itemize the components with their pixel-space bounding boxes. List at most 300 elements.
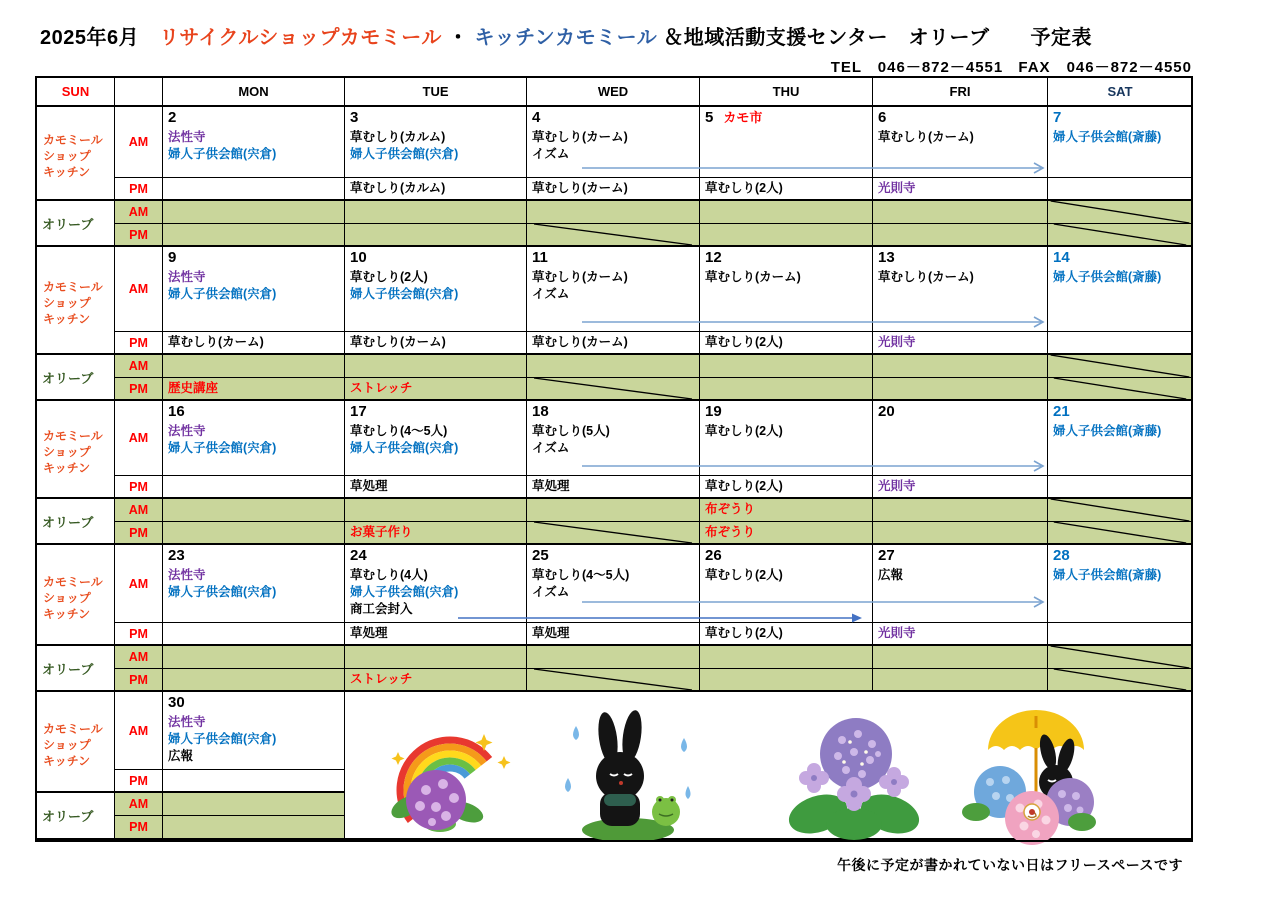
olive-am-cell xyxy=(873,355,1048,378)
date-number: 30 xyxy=(168,694,185,711)
event-text: 婦人子供会館(斎藤) xyxy=(1053,424,1162,438)
event-text: 光則寺 xyxy=(878,181,916,195)
event-text: 草むしり(カルム) xyxy=(350,130,446,144)
date-number: 13 xyxy=(878,249,895,266)
event-text: イズム xyxy=(532,441,570,455)
calendar-am-cell xyxy=(163,692,345,770)
olive-pm-cell xyxy=(700,224,873,247)
kamomiru-label-line: カモミール xyxy=(43,133,103,147)
olive-pm-label xyxy=(115,522,163,545)
olive-pm-cell xyxy=(345,224,527,247)
date-label xyxy=(345,545,526,564)
weekday-header-label: THU xyxy=(772,84,800,99)
kamomiru-label-line: キッチン xyxy=(43,165,91,179)
olive-am-cell xyxy=(345,646,527,669)
kamomiru-label-line: キッチン xyxy=(43,461,91,475)
date-label xyxy=(163,401,344,420)
olive-am-cell xyxy=(345,201,527,224)
pm-text: PM xyxy=(129,626,148,641)
date-number: 21 xyxy=(1053,403,1070,420)
event-text: 草むしり(4～5人) xyxy=(350,424,448,438)
am-events xyxy=(1048,269,1192,286)
olive-pm-cell xyxy=(345,378,527,401)
calendar-am-cell xyxy=(527,107,700,178)
calendar-am-cell xyxy=(345,107,527,178)
calendar-am-cell xyxy=(345,545,527,623)
event-text: イズム xyxy=(532,585,570,599)
olive-pm-cell xyxy=(163,669,345,692)
olive-pm-cell xyxy=(163,224,345,247)
calendar-pm-cell xyxy=(873,476,1048,499)
weekday-header-thu xyxy=(700,78,873,107)
strike-line xyxy=(1048,499,1192,521)
date-number: 27 xyxy=(878,547,895,564)
am-events xyxy=(700,567,872,584)
hydrangea-flowers-illustration xyxy=(778,706,933,846)
kamomiru-label-line: ショップ xyxy=(43,149,91,163)
strike-line xyxy=(1048,224,1192,245)
olive-am-cell xyxy=(345,355,527,378)
olive-pm-label xyxy=(115,816,163,840)
calendar-pm-cell xyxy=(345,623,527,646)
calendar-pm-cell xyxy=(345,332,527,355)
date-number: 18 xyxy=(532,403,549,420)
kamomiru-am-label xyxy=(115,401,163,476)
contact-info xyxy=(821,56,1192,77)
date-label xyxy=(345,401,526,420)
date-label xyxy=(700,247,872,266)
date-label xyxy=(345,107,526,126)
event-text: 光則寺 xyxy=(878,335,916,349)
calendar-am-cell xyxy=(527,247,700,332)
kamomiru-label-line: キッチン xyxy=(43,312,91,326)
event-text: 草むしり(カーム) xyxy=(532,335,628,349)
event-text: 婦人子供会館(斎藤) xyxy=(1053,130,1162,144)
event-text: 草むしり(2人) xyxy=(705,479,783,493)
olive-am-label xyxy=(115,793,163,816)
event-text: イズム xyxy=(532,287,570,301)
calendar-am-cell xyxy=(163,401,345,476)
event-text: 草むしり(2人) xyxy=(705,568,783,582)
event-text: 草むしり(2人) xyxy=(705,626,783,640)
olive-label-text: オリーブ xyxy=(42,370,94,386)
calendar-pm-cell xyxy=(527,178,700,201)
calendar-pm-cell xyxy=(1048,623,1193,646)
kamomiru-label-line: ショップ xyxy=(43,445,91,459)
date-label xyxy=(527,247,699,266)
olive-pm-cell xyxy=(700,378,873,401)
rabbit-frog-illustration xyxy=(556,708,706,844)
olive-pm-cell xyxy=(700,669,873,692)
calendar-am-cell xyxy=(1048,247,1193,332)
olive-pm-cell xyxy=(345,669,527,692)
event-text: 法性寺 xyxy=(168,715,206,729)
strike-line xyxy=(1048,355,1192,377)
calendar-pm-cell xyxy=(527,332,700,355)
calendar-pm-cell xyxy=(163,770,345,793)
date-number: 7 xyxy=(1053,109,1062,126)
calendar-am-cell xyxy=(1048,107,1193,178)
am-events xyxy=(527,269,699,303)
olive-am-label xyxy=(115,646,163,669)
event-text: ストレッチ xyxy=(350,381,413,395)
event-text: 婦人子供会館(宍倉) xyxy=(350,441,459,455)
date-number: 12 xyxy=(705,249,722,266)
event-text: 草むしり(カーム) xyxy=(532,181,628,195)
kamomiru-row-label xyxy=(37,247,115,355)
title-dot: ・ xyxy=(447,27,469,49)
date-number: 19 xyxy=(705,403,722,420)
event-text: 婦人子供会館(宍倉) xyxy=(350,287,459,301)
strike-line xyxy=(527,224,699,245)
kamomiru-am-label xyxy=(115,692,163,770)
olive-pm-cell xyxy=(163,378,345,401)
date-number: 28 xyxy=(1053,547,1070,564)
calendar-pm-cell xyxy=(700,476,873,499)
olive-am-cell xyxy=(700,355,873,378)
olive-pm-cell xyxy=(1048,669,1193,692)
date-number: 6 xyxy=(878,109,887,126)
event-text: 婦人子供会館(宍倉) xyxy=(350,147,459,161)
calendar-pm-cell xyxy=(163,178,345,201)
olive-am-cell xyxy=(163,646,345,669)
am-events xyxy=(1048,423,1192,440)
olive-pm-cell xyxy=(527,522,700,545)
weekday-header-label: FRI xyxy=(949,84,971,99)
calendar-pm-cell xyxy=(873,332,1048,355)
date-number: 17 xyxy=(350,403,367,420)
pm-text: PM xyxy=(129,820,148,834)
date-note: カモ市 xyxy=(723,110,763,125)
olive-pm-label xyxy=(115,224,163,247)
calendar-pm-cell xyxy=(527,476,700,499)
event-text: 草処理 xyxy=(350,626,388,640)
am-events xyxy=(700,423,872,440)
date-label xyxy=(1048,247,1192,266)
date-label xyxy=(527,107,699,126)
event-text: 草むしり(2人) xyxy=(350,270,428,284)
olive-pm-cell xyxy=(163,816,345,840)
kamomiru-label-line: カモミール xyxy=(43,429,103,443)
am-events xyxy=(345,129,526,163)
kamomiru-label-line: ショップ xyxy=(43,590,91,605)
olive-am-cell xyxy=(700,201,873,224)
date-number: 5 xyxy=(705,109,714,126)
kamomiru-pm-label xyxy=(115,178,163,201)
date-label xyxy=(527,401,699,420)
event-text: 草むしり(カーム) xyxy=(878,270,974,284)
pm-text: PM xyxy=(129,672,148,687)
weekday-header-fri xyxy=(873,78,1048,107)
calendar-am-cell xyxy=(345,401,527,476)
event-text: 光則寺 xyxy=(878,626,916,640)
calendar-am-cell xyxy=(527,401,700,476)
calendar-am-cell xyxy=(700,401,873,476)
olive-am-cell xyxy=(700,646,873,669)
olive-row-label xyxy=(37,499,115,545)
am-events xyxy=(527,567,699,601)
olive-am-cell xyxy=(527,201,700,224)
olive-pm-cell xyxy=(873,669,1048,692)
date-number: 26 xyxy=(705,547,722,564)
am-events xyxy=(163,714,344,765)
event-text: 婦人子供会館(宍倉) xyxy=(168,287,277,301)
calendar-am-cell xyxy=(873,545,1048,623)
olive-pm-cell xyxy=(345,522,527,545)
event-text: 草むしり(2人) xyxy=(705,335,783,349)
calendar-pm-cell xyxy=(527,623,700,646)
olive-am-cell xyxy=(1048,646,1193,669)
kamomiru-am-label xyxy=(115,107,163,178)
am-text: AM xyxy=(128,723,149,738)
olive-am-label xyxy=(115,201,163,224)
kamomiru-label-line: キッチン xyxy=(43,753,91,768)
date-number: 11 xyxy=(532,249,548,266)
date-number: 9 xyxy=(168,249,177,266)
am-text: AM xyxy=(128,431,149,445)
event-text: 法性寺 xyxy=(168,130,206,144)
date-label xyxy=(700,401,872,420)
title-shop1: リサイクルショップカモミール xyxy=(159,27,442,49)
calendar-pm-cell xyxy=(163,623,345,646)
date-label xyxy=(163,247,344,266)
event-text: 広報 xyxy=(168,749,194,763)
olive-label-text: オリーブ xyxy=(42,809,94,824)
event-text: 草むしり(カーム) xyxy=(350,335,446,349)
calendar-pm-cell xyxy=(700,623,873,646)
am-events xyxy=(1048,129,1192,146)
olive-row-label xyxy=(37,646,115,692)
am-text: AM xyxy=(128,503,149,517)
am-events xyxy=(163,269,344,303)
am-events xyxy=(873,567,1047,584)
kamomiru-label-line: カモミール xyxy=(43,721,103,736)
olive-pm-cell xyxy=(700,522,873,545)
olive-row-label xyxy=(37,355,115,401)
event-text: 婦人子供会館(宍倉) xyxy=(350,585,459,599)
event-text: 歴史講座 xyxy=(168,381,219,395)
calendar-pm-cell xyxy=(163,476,345,499)
am-text: AM xyxy=(128,359,149,373)
olive-pm-cell xyxy=(1048,224,1193,247)
date-label xyxy=(873,401,1047,420)
calendar-am-cell xyxy=(1048,545,1193,623)
calendar-pm-cell xyxy=(345,476,527,499)
event-text: 草むしり(カーム) xyxy=(705,270,801,284)
olive-pm-cell xyxy=(527,224,700,247)
calendar-am-cell xyxy=(527,545,700,623)
umbrella-rabbit-snail-illustration xyxy=(948,704,1108,846)
event-text: 法性寺 xyxy=(168,424,206,438)
calendar-am-cell xyxy=(873,401,1048,476)
olive-am-cell xyxy=(163,201,345,224)
strike-line xyxy=(1048,522,1192,543)
date-label xyxy=(1048,545,1192,564)
date-label xyxy=(163,107,344,126)
event-text: 草むしり(4～5人) xyxy=(532,568,630,582)
event-text: 草むしり(5人) xyxy=(532,424,610,438)
am-events xyxy=(1048,567,1192,584)
date-label xyxy=(345,247,526,266)
weekday-header-label: SUN xyxy=(61,84,90,99)
date-number: 3 xyxy=(350,109,359,126)
am-text: AM xyxy=(128,650,149,664)
date-label xyxy=(527,545,699,564)
weekday-header-wed xyxy=(527,78,700,107)
rainbow-hydrangea-illustration xyxy=(388,712,518,836)
date-number: 25 xyxy=(532,547,549,564)
kamomiru-label-line: ショップ xyxy=(43,296,91,310)
olive-pm-cell xyxy=(873,378,1048,401)
calendar-am-cell xyxy=(873,247,1048,332)
olive-label-text: オリーブ xyxy=(42,216,94,232)
am-events xyxy=(163,129,344,163)
am-text: AM xyxy=(128,576,149,591)
calendar-am-cell xyxy=(345,247,527,332)
kamomiru-pm-label xyxy=(115,476,163,499)
date-number: 14 xyxy=(1053,249,1070,266)
event-text: 草むしり(カルム) xyxy=(350,181,446,195)
strike-line xyxy=(527,522,699,543)
am-events xyxy=(163,423,344,457)
event-text: 草処理 xyxy=(350,479,388,493)
pm-text: PM xyxy=(129,381,148,396)
pm-text: PM xyxy=(129,479,148,494)
event-text: 法性寺 xyxy=(168,568,206,582)
weekday-header-empty xyxy=(115,78,163,107)
olive-am-label xyxy=(115,499,163,522)
title-rest: ＆地域活動支援センター オリーブ 予定表 xyxy=(663,27,1092,49)
calendar-am-cell xyxy=(1048,401,1193,476)
kamomiru-pm-label xyxy=(115,770,163,793)
olive-am-cell xyxy=(345,499,527,522)
pm-text: PM xyxy=(129,773,148,788)
date-number: 10 xyxy=(350,249,367,266)
event-text: イズム xyxy=(532,147,570,161)
date-label xyxy=(700,545,872,564)
calendar-pm-cell xyxy=(700,332,873,355)
date-label xyxy=(873,247,1047,266)
date-label xyxy=(873,107,1047,126)
calendar-pm-cell xyxy=(163,332,345,355)
page-title xyxy=(40,21,1092,50)
olive-pm-label xyxy=(115,378,163,401)
event-text: 法性寺 xyxy=(168,270,206,284)
event-text: 婦人子供会館(宍倉) xyxy=(168,732,277,746)
am-text: AM xyxy=(128,797,149,811)
footer-note: 午後に予定が書かれていない日はフリースペースです xyxy=(836,857,1183,873)
event-text: 草処理 xyxy=(532,479,570,493)
event-text: 草処理 xyxy=(532,626,570,640)
event-text: 草むしり(2人) xyxy=(705,424,783,438)
date-label xyxy=(163,545,344,564)
olive-am-cell xyxy=(527,355,700,378)
olive-pm-cell xyxy=(527,669,700,692)
am-events xyxy=(700,269,872,286)
am-events xyxy=(345,567,526,618)
calendar-pm-cell xyxy=(1048,332,1193,355)
event-text: ストレッチ xyxy=(350,672,413,686)
weekday-header-mon xyxy=(163,78,345,107)
olive-pm-label xyxy=(115,669,163,692)
calendar-pm-cell xyxy=(700,178,873,201)
pm-text: PM xyxy=(129,335,148,350)
olive-label-text: オリーブ xyxy=(42,514,94,530)
olive-am-cell xyxy=(527,499,700,522)
event-text: 草むしり(2人) xyxy=(705,181,783,195)
date-number: 20 xyxy=(878,403,895,420)
strike-line xyxy=(527,669,699,690)
event-text: 草むしり(カーム) xyxy=(532,270,628,284)
weekday-header-label: WED xyxy=(597,84,629,99)
am-events xyxy=(345,423,526,457)
weekday-header-label: TUE xyxy=(422,84,449,99)
am-events xyxy=(873,129,1047,146)
olive-am-cell xyxy=(873,646,1048,669)
date-number: 2 xyxy=(168,109,177,126)
olive-am-label xyxy=(115,355,163,378)
weekday-header-label: SAT xyxy=(1107,84,1133,99)
am-text: AM xyxy=(128,282,149,296)
date-number: 4 xyxy=(532,109,541,126)
event-text: 布ぞうり xyxy=(705,525,756,539)
event-text: 広報 xyxy=(878,568,904,582)
kamomiru-am-label xyxy=(115,545,163,623)
olive-am-cell xyxy=(873,499,1048,522)
event-text: 草むしり(カーム) xyxy=(878,130,974,144)
olive-row-label xyxy=(37,793,115,840)
olive-am-cell xyxy=(1048,201,1193,224)
event-text: 婦人子供会館(宍倉) xyxy=(168,147,277,161)
calendar-am-cell xyxy=(700,247,873,332)
olive-am-cell xyxy=(163,499,345,522)
event-text: 婦人子供会館(宍倉) xyxy=(168,585,277,599)
weekday-header-sun xyxy=(37,78,115,107)
kamomiru-label-line: カモミール xyxy=(43,280,103,294)
calendar-pm-cell xyxy=(873,178,1048,201)
calendar-pm-cell xyxy=(1048,476,1193,499)
calendar-am-cell xyxy=(163,247,345,332)
kamomiru-label-line: キッチン xyxy=(43,606,91,621)
tel-number: TEL 046－872－4551 xyxy=(830,59,1004,76)
calendar-am-cell xyxy=(700,107,873,178)
weekday-header-tue xyxy=(345,78,527,107)
calendar-am-cell xyxy=(163,107,345,178)
olive-am-cell xyxy=(873,201,1048,224)
date-label xyxy=(1048,401,1192,420)
event-text: 婦人子供会館(宍倉) xyxy=(168,441,277,455)
weekday-header-sat xyxy=(1048,78,1193,107)
kamomiru-pm-label xyxy=(115,332,163,355)
event-text: 婦人子供会館(斎藤) xyxy=(1053,270,1162,284)
olive-pm-cell xyxy=(873,224,1048,247)
am-text: AM xyxy=(128,205,149,219)
am-events xyxy=(345,269,526,303)
date-label xyxy=(700,107,872,126)
title-year-month: 2025年6月 xyxy=(40,27,140,49)
olive-label-text: オリーブ xyxy=(42,661,94,677)
olive-am-cell xyxy=(1048,355,1193,378)
event-text: お菓子作り xyxy=(350,525,413,539)
kamomiru-pm-label xyxy=(115,623,163,646)
strike-line xyxy=(1048,201,1192,223)
date-label xyxy=(873,545,1047,564)
date-number: 24 xyxy=(350,547,367,564)
am-events xyxy=(527,423,699,457)
pm-text: PM xyxy=(129,181,148,196)
title-shop2: キッチンカモミール xyxy=(474,27,658,49)
am-events xyxy=(873,269,1047,286)
